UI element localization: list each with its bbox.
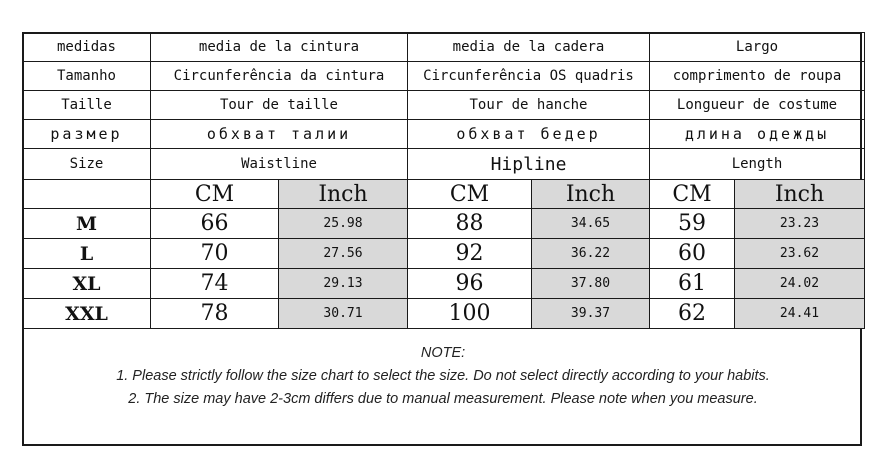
- header-row-spanish: [23, 33, 865, 62]
- header-length: Length: [650, 149, 865, 180]
- hip-inch-value: 37.80: [532, 269, 650, 299]
- size-chart-table: [22, 32, 865, 329]
- note-line-1: 1. Please strictly follow the size chart to select the size. Do not select directly according to your habits.: [116, 368, 770, 384]
- length-cm-value: 62: [650, 299, 735, 329]
- size-row-m: [23, 209, 865, 239]
- header-label: Taille: [23, 91, 151, 120]
- header-waist: Waistline: [151, 149, 408, 180]
- unit-row: [23, 180, 865, 209]
- header-length: comprimento de roupa: [650, 62, 865, 91]
- header-row-russian: [23, 120, 865, 149]
- size-row-l: [23, 239, 865, 269]
- length-cm-unit: CM: [650, 180, 735, 209]
- header-waist: Tour de taille: [151, 91, 408, 120]
- hip-inch-value: 39.37: [532, 299, 650, 329]
- header-length: длина одежды: [650, 120, 865, 149]
- hip-cm-value: 88: [408, 209, 532, 239]
- length-cm-value: 59: [650, 209, 735, 239]
- length-inch-value: 24.41: [735, 299, 865, 329]
- hip-cm-unit: CM: [408, 180, 532, 209]
- header-hip: Circunferência OS quadris: [408, 62, 650, 91]
- header-hip: Tour de hanche: [408, 91, 650, 120]
- size-label: M: [23, 209, 151, 239]
- note-title: NOTE:: [420, 345, 466, 361]
- length-cm-value: 61: [650, 269, 735, 299]
- header-hip: media de la cadera: [408, 33, 650, 62]
- hip-inch-value: 36.22: [532, 239, 650, 269]
- header-waist: Circunferência da cintura: [151, 62, 408, 91]
- header-waist: обхват талии: [151, 120, 408, 149]
- hip-inch-value: 34.65: [532, 209, 650, 239]
- size-label: XL: [23, 269, 151, 299]
- size-row-xl: [23, 269, 865, 299]
- header-row-english: [23, 149, 865, 180]
- hip-cm-value: 100: [408, 299, 532, 329]
- note-section: [24, 336, 862, 411]
- size-label: L: [23, 239, 151, 269]
- header-row-french: [23, 91, 865, 120]
- header-length: Longueur de costume: [650, 91, 865, 120]
- waist-inch-value: 29.13: [279, 269, 408, 299]
- waist-cm-value: 78: [151, 299, 279, 329]
- length-inch-unit: Inch: [735, 180, 865, 209]
- length-cm-value: 60: [650, 239, 735, 269]
- unit-blank: [23, 180, 151, 209]
- header-hip: Hipline: [408, 149, 650, 180]
- header-label: размер: [23, 120, 151, 149]
- waist-inch-value: 25.98: [279, 209, 408, 239]
- size-row-xxl: [23, 299, 865, 329]
- waist-cm-value: 66: [151, 209, 279, 239]
- hip-cm-value: 92: [408, 239, 532, 269]
- size-label: XXL: [23, 299, 151, 329]
- length-inch-value: 23.62: [735, 239, 865, 269]
- header-label: Size: [23, 149, 151, 180]
- waist-cm-value: 70: [151, 239, 279, 269]
- waist-inch-value: 27.56: [279, 239, 408, 269]
- header-waist: media de la cintura: [151, 33, 408, 62]
- waist-cm-unit: CM: [151, 180, 279, 209]
- hip-cm-value: 96: [408, 269, 532, 299]
- header-label: medidas: [23, 33, 151, 62]
- waist-cm-value: 74: [151, 269, 279, 299]
- waist-inch-unit: Inch: [279, 180, 408, 209]
- header-row-portuguese: [23, 62, 865, 91]
- header-length: Largo: [650, 33, 865, 62]
- length-inch-value: 24.02: [735, 269, 865, 299]
- length-inch-value: 23.23: [735, 209, 865, 239]
- note-line-2: 2. The size may have 2-3cm differs due to manual measurement. Please note when you measure.: [128, 391, 758, 407]
- header-label: Tamanho: [23, 62, 151, 91]
- header-hip: обхват бедер: [408, 120, 650, 149]
- waist-inch-value: 30.71: [279, 299, 408, 329]
- hip-inch-unit: Inch: [532, 180, 650, 209]
